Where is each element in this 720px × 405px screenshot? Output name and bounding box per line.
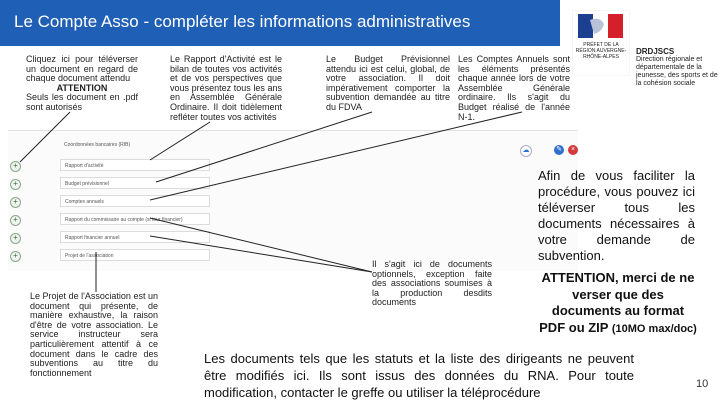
form-row-projet: Projet de l'association bbox=[60, 249, 210, 261]
budget-note: Le Budget Prévisionnel attendu ici est celui, global, de votre association. Il doit impérativement comporter la subvention demandée au titre du FDVA bbox=[326, 54, 450, 112]
add-doc-icon[interactable]: + bbox=[10, 233, 21, 244]
drdjscs-desc: Direction régionale et départementale de la jeunesse, des sports et de la cohésion sociale bbox=[636, 56, 718, 87]
add-doc-icon[interactable]: + bbox=[10, 197, 21, 208]
attention-text bbox=[538, 270, 698, 337]
upload-note-text: Cliquez ici pour téléverser un document en regard de chaque document attendu bbox=[26, 54, 138, 84]
comptes-note: Les Comptes Annuels sont les éléments présentés chaque année lors de votre Assemblée Générale ordinaire. Ils s'agit du Budget réalisé de l'année N-1. bbox=[458, 54, 570, 122]
attention-small: (10MO max/doc) bbox=[611, 322, 697, 335]
form-row-rapport-financier: Rapport financier annuel bbox=[60, 231, 210, 243]
form-row-budget: Budget prévisionnel bbox=[60, 177, 210, 189]
intro-text: Afin de vous faciliter la procédure, vous pouvez ici téléverser tous les documents nécessaires à votre demande de subvention. bbox=[538, 168, 695, 263]
arrow-line bbox=[150, 236, 372, 272]
arrow-line bbox=[156, 112, 372, 182]
optional-note: Il s'agit ici de documents optionnels, exception faite des associations soumises à la production desdits documents bbox=[372, 259, 492, 308]
upload-note-text2: Seuls les document en .pdf sont autorisés bbox=[26, 92, 138, 112]
form-row-rib: Coordonnées bancaires (RIB) bbox=[64, 142, 131, 148]
edit-icon[interactable]: ✎ bbox=[554, 145, 564, 155]
form-row-comptes: Comptes annuels bbox=[60, 195, 210, 207]
add-doc-icon[interactable]: + bbox=[10, 179, 21, 190]
rapport-note: Le Rapport d'Activité est le bilan de toutes vos activités et de vos perspectives que vous présentez tous les ans en Assemblée Générale Ordinaire. Il doit tidèlement refléter toutes vos activités bbox=[170, 54, 282, 122]
add-doc-icon[interactable]: + bbox=[10, 161, 21, 172]
form-row-commissaire: Rapport du commissaire au compte (si tour financier) bbox=[60, 213, 210, 225]
delete-icon[interactable]: × bbox=[568, 145, 578, 155]
upload-attention: ATTENTION bbox=[56, 82, 108, 93]
add-doc-icon[interactable]: + bbox=[10, 215, 21, 226]
form-row-rapport: Rapport d'activité bbox=[60, 159, 210, 171]
upload-cloud-icon[interactable]: ☁ bbox=[520, 145, 532, 157]
arrow-line bbox=[150, 122, 210, 160]
logo-caption: PRÉFET DE LA RÉGION AUVERGNE-RHÔNE-ALPES bbox=[575, 42, 627, 60]
drdjscs-name: DRDJSCS bbox=[636, 47, 675, 56]
arrow-line bbox=[150, 218, 372, 272]
attention-main: ATTENTION, merci de ne verser que des documents au format PDF ou ZIP bbox=[539, 270, 695, 335]
page-number: 10 bbox=[696, 378, 709, 390]
add-doc-icon[interactable]: + bbox=[10, 251, 21, 262]
arrow-line bbox=[20, 112, 70, 162]
footer-text: Les documents tels que les statuts et la liste des dirigeants ne peuvent être modifiés ici. Ils sont issus des données du RNA. Pour toute modification, contacter le greffe ou utiliser la téléprocédure bbox=[204, 351, 634, 400]
projet-note: Le Projet de l'Association est un document qui présente, de manière exhaustive, la raison d'être de votre association. Le service instructeur sera particulièrement attentif à ce document dans le cadre des subventions au titre du fonctionnement bbox=[30, 291, 158, 378]
slide-title: Le Compte Asso - compléter les informations administratives bbox=[14, 12, 471, 31]
